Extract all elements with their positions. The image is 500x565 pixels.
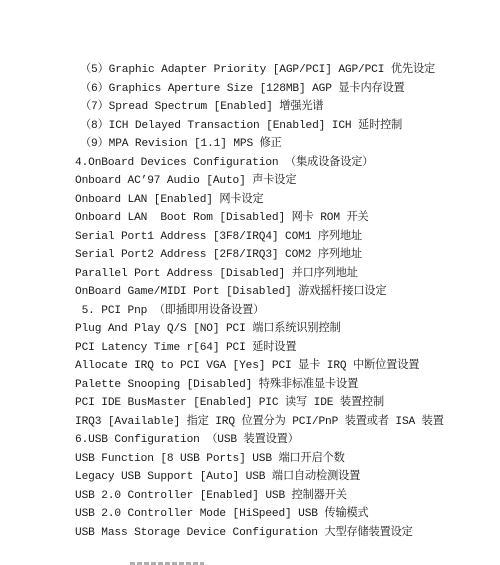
text-line: OnBoard Game/MIDI Port [Disabled] 游戏摇杆接口设定 xyxy=(75,286,387,298)
text-line: Onboard LAN [Enabled] 网卡设定 xyxy=(75,193,264,206)
text-line: Parallel Port Address [Disabled] 并口序列地址 xyxy=(75,267,358,280)
text-line: Onboard AC’97 Audio [Auto] 声卡设定 xyxy=(75,175,297,187)
text-line: Plug And Play Q/S [NO] PCI 端口系统识别控制 xyxy=(75,323,341,335)
text-line: （6）Graphics Aperture Size [128MB] AGP 显卡内存设置 xyxy=(80,82,405,95)
text-line: 4.OnBoard Devices Configuration （集成设备设定） xyxy=(75,156,374,169)
text-line: （5）Graphic Adapter Priority [AGP/PCI] AGP/PCI 优先设定 xyxy=(80,64,436,76)
text-line: 5. PCI Pnp （即插即用设备设置） xyxy=(75,304,265,317)
text-line: Allocate IRQ to PCI VGA [Yes] PCI 显卡 IRQ 中断位置设置 xyxy=(75,360,420,372)
text-line: USB 2.0 Controller [Enabled] USB 控制器开关 xyxy=(75,489,347,502)
text-line: （7）Spread Spectrum [Enabled] 增强光谱 xyxy=(80,101,324,113)
cropped-text-fragment xyxy=(130,558,210,565)
text-line: Serial Port2 Address [2F8/IRQ3] COM2 序列地址 xyxy=(75,249,363,261)
text-line: Serial Port1 Address [3F8/IRQ4] COM1 序列地址 xyxy=(75,230,363,243)
text-line: PCI IDE BusMaster [Enabled] PIC 读写 IDE 装置控制 xyxy=(75,397,385,409)
text-line: PCI Latency Time r[64] PCI 延时设置 xyxy=(75,341,297,354)
text-line: USB Mass Storage Device Configuration 大型存储装置设定 xyxy=(75,526,413,539)
text-line: （9）MPA Revision [1.1] MPS 修正 xyxy=(80,138,282,150)
text-line: 6.USB Configuration （USB 装置设置） xyxy=(75,434,299,446)
text-line: USB 2.0 Controller Mode [HiSpeed] USB 传输模式 xyxy=(75,508,369,520)
text-line: USB Function [8 USB Ports] USB 端口开启个数 xyxy=(75,452,345,465)
text-line: Palette Snooping [Disabled] 特殊非标准显卡设置 xyxy=(75,378,359,391)
text-line: Legacy USB Support [Auto] USB 端口自动检测设置 xyxy=(75,471,361,483)
text-line: Onboard LAN Boot Rom [Disabled] 网卡 ROM 开关 xyxy=(75,212,369,224)
document-body xyxy=(0,61,500,542)
text-line: IRQ3 [Available] 指定 IRQ 位置分为 PCI/PnP 装置或者 ISA 装置 xyxy=(75,415,444,428)
text-line: （8）ICH Delayed Transaction [Enabled] ICH 延时控制 xyxy=(80,119,403,132)
